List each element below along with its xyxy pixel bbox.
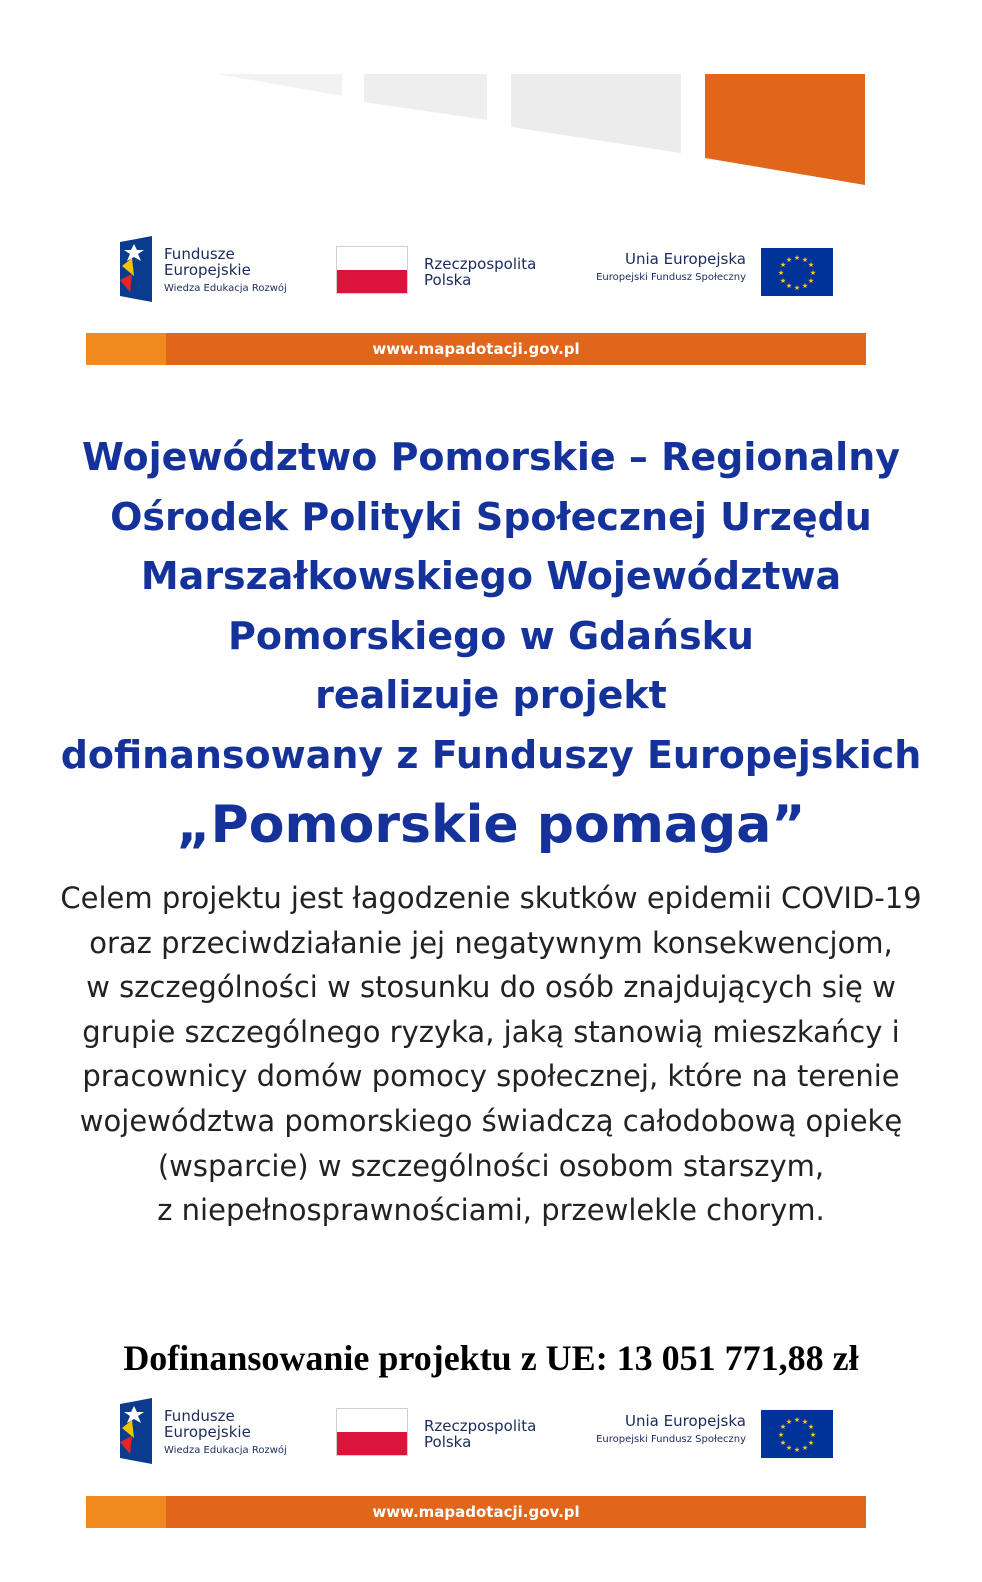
- svg-text:★: ★: [785, 1418, 793, 1426]
- description-line: (wsparcie) w szczególności osobom starszym,: [157, 1148, 825, 1183]
- fe-logo-tagline: Wiedza Edukacja Rozwój: [164, 283, 287, 294]
- fundusze-europejskie-logo: [116, 1398, 316, 1466]
- heading-line: realizuje projekt: [315, 673, 667, 717]
- svg-text:★: ★: [793, 1446, 801, 1454]
- fe-logo-line2: Europejskie: [164, 1423, 251, 1441]
- fe-logo-tagline: Wiedza Edukacja Rozwój: [164, 1445, 287, 1456]
- eu-flag-icon: [761, 1410, 833, 1458]
- heading-line: Ośrodek Polityki Społecznej Urzędu: [110, 494, 872, 539]
- eu-logo-line1: Unia Europejska: [625, 1412, 746, 1430]
- svg-text:★: ★: [793, 284, 801, 292]
- description-line: Celem projektu jest łagodzenie skutków epidemii COVID-19: [60, 881, 922, 915]
- svg-text:★: ★: [801, 282, 809, 290]
- svg-text:★: ★: [801, 256, 809, 264]
- heading-line: Województwo Pomorskie – Regionalny: [81, 435, 901, 479]
- pl-logo-line2: Polska: [424, 271, 472, 289]
- svg-text:★: ★: [793, 254, 801, 262]
- url-link-bottom[interactable]: www.mapadotacji.gov.pl: [372, 1503, 580, 1521]
- eu-logo-line1: Unia Europejska: [625, 250, 746, 268]
- unia-europejska-logo: [581, 1398, 866, 1466]
- fe-logo-line1: Fundusze: [164, 245, 235, 263]
- description-line: w szczególności w stosunku do osób znajdujących się w: [86, 970, 896, 1005]
- fundusze-europejskie-logo: [116, 236, 316, 304]
- pl-logo-line1: Rzeczpospolita: [424, 1417, 537, 1435]
- top-decorative-ribbon: [0, 0, 982, 200]
- svg-text:★: ★: [777, 1431, 785, 1439]
- svg-text:★: ★: [807, 261, 815, 269]
- svg-text:★: ★: [785, 282, 793, 290]
- svg-text:★: ★: [807, 277, 815, 285]
- rzeczpospolita-polska-logo: [336, 1402, 576, 1462]
- project-name: „Pomorskie pomaga”: [176, 795, 806, 855]
- svg-text:★: ★: [801, 1418, 809, 1426]
- svg-text:★: ★: [809, 1431, 817, 1439]
- logo-strip-top: [86, 230, 866, 310]
- fe-emblem-icon: [116, 236, 156, 302]
- url-bar-top: [86, 333, 866, 365]
- project-heading: [20, 428, 962, 785]
- svg-text:★: ★: [809, 269, 817, 277]
- fe-logo-line2: Europejskie: [164, 261, 251, 279]
- svg-text:★: ★: [785, 256, 793, 264]
- heading-line: dofinansowany z Funduszy Europejskich: [60, 732, 922, 777]
- fe-logo-line1: Fundusze: [164, 1407, 235, 1425]
- svg-text:★: ★: [779, 277, 787, 285]
- svg-text:★: ★: [807, 1439, 815, 1447]
- heading-line: Pomorskiego w Gdańsku: [228, 613, 754, 658]
- logo-strip-bottom: [86, 1392, 866, 1472]
- eu-flag-icon: [761, 248, 833, 296]
- svg-text:★: ★: [777, 269, 785, 277]
- description-line: województwa pomorskiego świadczą całodobową opiekę: [79, 1103, 903, 1138]
- eu-logo-line2: Europejski Fundusz Społeczny: [596, 1434, 746, 1445]
- description-line: z niepełnosprawnościami, przewlekle chorym.: [157, 1193, 825, 1228]
- svg-text:★: ★: [801, 1444, 809, 1452]
- funding-amount: Dofinansowanie projektu z UE: 13 051 771,88 zł: [123, 1338, 859, 1378]
- svg-text:★: ★: [785, 1444, 793, 1452]
- description-line: pracownicy domów pomocy społecznej, które na terenie: [82, 1059, 900, 1094]
- svg-text:★: ★: [779, 1439, 787, 1447]
- fe-emblem-icon: [116, 1398, 156, 1464]
- project-description: [10, 876, 972, 1233]
- polish-flag-icon: [336, 1408, 408, 1456]
- svg-text:★: ★: [807, 1423, 815, 1431]
- svg-text:★: ★: [793, 1416, 801, 1424]
- svg-text:★: ★: [779, 1423, 787, 1431]
- url-bar-bottom: [86, 1496, 866, 1528]
- heading-line: Marszałkowskiego Województwa: [140, 554, 842, 598]
- svg-text:★: ★: [779, 261, 787, 269]
- rzeczpospolita-polska-logo: [336, 240, 576, 300]
- polish-flag-icon: [336, 246, 408, 294]
- eu-logo-line2: Europejski Fundusz Społeczny: [596, 272, 746, 283]
- pl-logo-line1: Rzeczpospolita: [424, 255, 537, 273]
- description-line: grupie szczególnego ryzyka, jaką stanowią mieszkańcy i: [82, 1014, 900, 1049]
- url-link-top[interactable]: www.mapadotacji.gov.pl: [372, 340, 580, 358]
- pl-logo-line2: Polska: [424, 1433, 472, 1451]
- description-line: oraz przeciwdziałanie jej negatywnym konsekwencjom,: [89, 925, 893, 960]
- unia-europejska-logo: [581, 236, 866, 304]
